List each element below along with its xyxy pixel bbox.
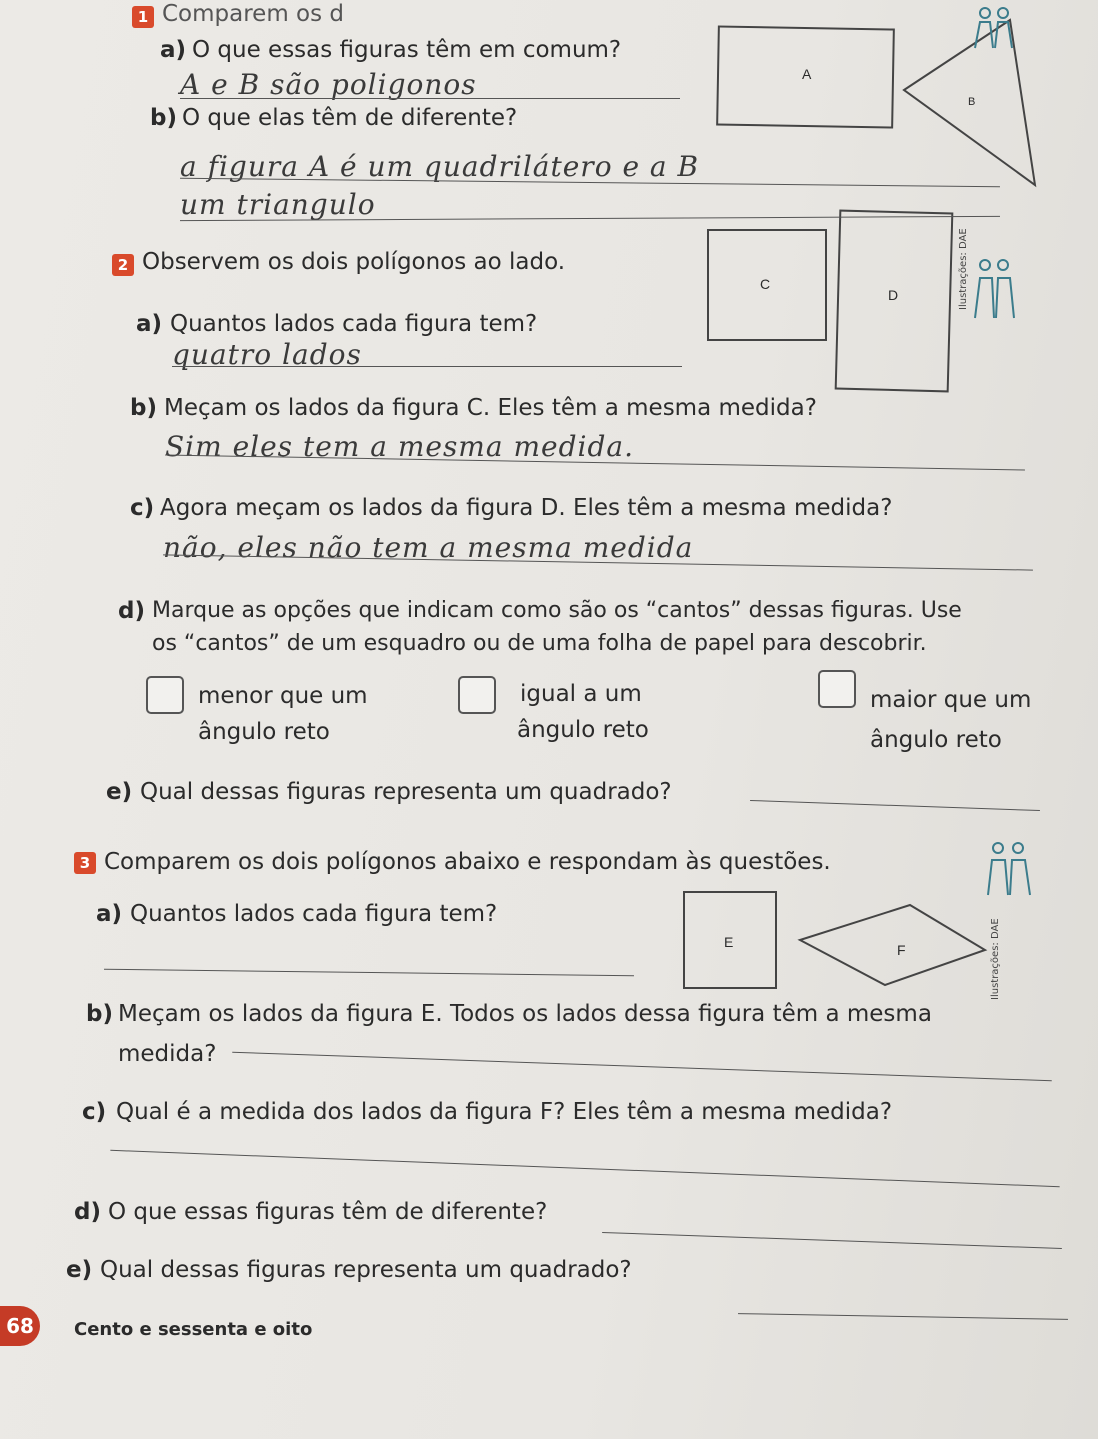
option-less-line1: menor que um [198,683,368,709]
option-less-line2: ângulo reto [198,719,330,745]
question-3a-label: a) [96,901,123,927]
question-2d-label: d) [118,598,145,624]
question-1b-answer-1: a figura A é um quadrilátero e a B [180,150,700,183]
question-2a-label: a) [136,311,163,337]
question-3e-text: Qual dessas figuras representa um quadrado? [100,1257,632,1283]
question-3b-text-1: Meçam os lados da figura E. Todos os lados dessa figura têm a mesma [118,1001,932,1027]
figure-a-label: A [802,66,812,82]
question-2d-text-1: Marque as opções que indicam como são os “cantos” dessas figuras. Use [152,598,962,623]
figure-d-label: D [888,287,899,303]
question-1b-text: O que elas têm de diferente? [182,105,518,131]
pair-work-icon [975,8,1030,895]
figure-e-label: E [724,934,734,950]
illustration-credit-2: Ilustrações: DAE [990,918,1001,1000]
question-3d-text: O que essas figuras têm de diferente? [108,1199,548,1225]
question-2c-text: Agora meçam os lados da figura D. Eles têm a mesma medida? [160,495,893,521]
option-equal-line2: ângulo reto [517,717,649,743]
question-2-number: 2 [112,254,134,276]
question-2c-answer: não, eles não tem a mesma medida [163,531,694,564]
option-greater-line1: maior que um [870,687,1032,713]
question-2a-answer: quatro lados [172,338,362,371]
question-3d-label: d) [74,1199,101,1225]
question-1-title: Comparem os d [162,1,345,27]
question-2b-label: b) [130,395,157,421]
question-3b-text-2: medida? [118,1041,217,1067]
question-3e-label: e) [66,1257,93,1283]
question-3-title: Comparem os dois polígonos abaixo e respondam às questões. [104,849,831,875]
question-2b-answer: Sim eles tem a mesma medida. [165,430,634,463]
question-2a-text: Quantos lados cada figura tem? [170,311,538,337]
answer-line [180,98,680,99]
question-2d-text-2: os “cantos” de um esquadro ou de uma folha de papel para descobrir. [152,631,927,656]
question-3b-label: b) [86,1001,113,1027]
question-1a-text: O que essas figuras têm em comum? [192,37,622,63]
question-3c-text: Qual é a medida dos lados da figura F? Eles têm a mesma medida? [116,1099,893,1125]
option-greater-checkbox[interactable] [818,670,856,708]
question-2c-label: c) [130,495,155,521]
question-1a-label: a) [160,37,187,63]
question-2b-text: Meçam os lados da figura C. Eles têm a mesma medida? [164,395,817,421]
question-2-title: Observem os dois polígonos ao lado. [142,249,566,275]
question-1b-label: b) [150,105,177,131]
page-number-badge: 68 [0,1306,40,1346]
option-less-checkbox[interactable] [146,676,184,714]
question-3c-label: c) [82,1099,107,1125]
option-equal-line1: igual a um [520,681,642,707]
question-3-number: 3 [74,852,96,874]
figure-c-label: C [760,276,771,292]
answer-line [172,366,682,367]
figure-b-label: B [968,96,976,108]
page-number-text: Cento e sessenta e oito [74,1319,313,1340]
question-2e-label: e) [106,779,133,805]
figure-f [800,905,985,985]
question-2e-text: Qual dessas figuras representa um quadrado? [140,779,672,805]
question-1b-answer-2: um triangulo [180,188,376,221]
figure-f-label: F [897,942,906,958]
question-1a-answer: A e B são poligonos [180,68,477,101]
question-3a-text: Quantos lados cada figura tem? [130,901,498,927]
option-equal-checkbox[interactable] [458,676,496,714]
illustration-credit: Ilustrações: DAE [958,228,969,310]
option-greater-line2: ângulo reto [870,727,1002,753]
question-1-number: 1 [132,6,154,28]
